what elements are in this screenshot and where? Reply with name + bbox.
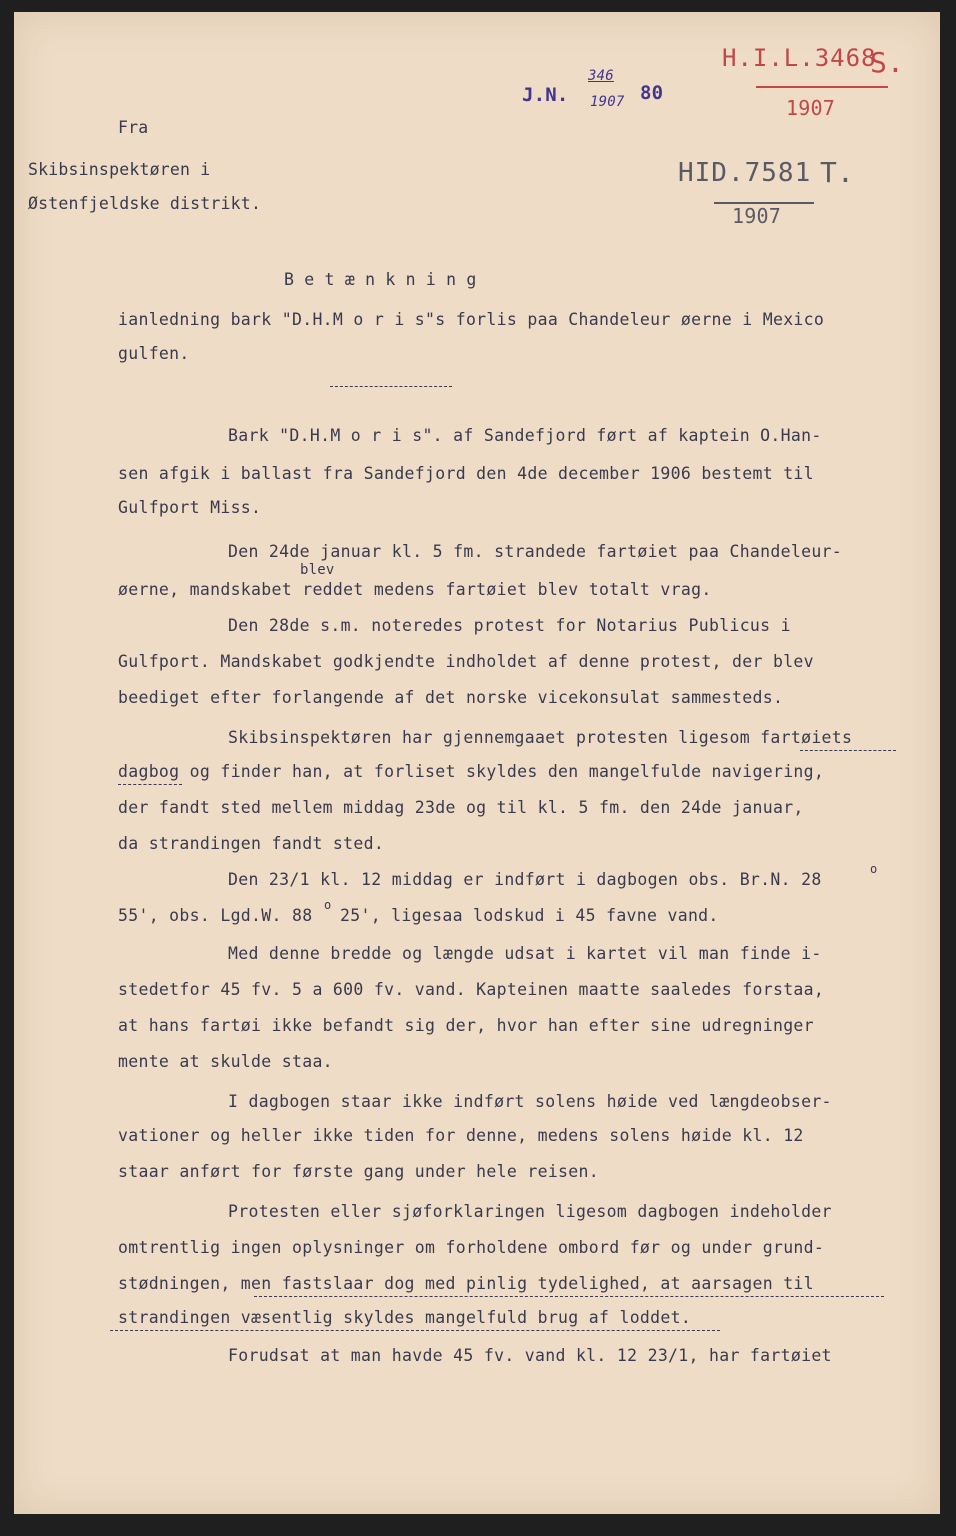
body-line: sen afgik i ballast fra Sandefjord den 4de december 1906 bestemt til — [118, 464, 814, 483]
body-line: at hans fartøi ikke befandt sig der, hvor han efter sine udregninger — [118, 1016, 814, 1035]
underline — [110, 1330, 720, 1331]
body-line: stedetfor 45 fv. 5 a 600 fv. vand. Kapteinen maatte saaledes forstaa, — [118, 980, 825, 999]
hil-stamp-rule — [756, 86, 888, 88]
body-line: Gulfport. Mandskabet godkjendte indholdet af denne protest, der blev — [118, 652, 814, 671]
jn-label: J.N. — [522, 84, 569, 106]
document-heading: B e t æ n k n i n g — [284, 270, 477, 289]
body-line: der fandt sted mellem middag 23de og til kl. 5 fm. den 24de januar, — [118, 798, 804, 817]
jn-number-top: 346 — [588, 68, 614, 84]
jn-number-bottom: 1907 — [590, 94, 625, 110]
separator-rule — [330, 386, 452, 387]
sender-line-1: Fra — [118, 118, 149, 137]
body-line: staar anført for første gang under hele reisen. — [118, 1162, 599, 1181]
body-line: da strandingen fandt sted. — [118, 834, 385, 853]
body-line: Protesten eller sjøforklaringen ligesom dagbogen indeholder — [228, 1202, 832, 1221]
body-line: Den 28de s.m. noteredes protest for Notarius Publicus i — [228, 616, 791, 635]
body-line: dagbog og finder han, at forliset skyldes den mangelfulde navigering, — [118, 762, 825, 781]
body-line: I dagbogen staar ikke indført solens høide ved længdeobser- — [228, 1092, 832, 1111]
body-line-tail: 25', ligesaa lodskud i 45 favne vand. — [340, 906, 719, 925]
body-line: strandingen væsentlig skyldes mangelfuld brug af loddet. — [118, 1308, 692, 1327]
jn-suffix: 80 — [640, 82, 664, 104]
hid-year: 1907 — [732, 204, 781, 228]
body-line: vationer og heller ikke tiden for denne, medens solens høide kl. 12 — [118, 1126, 804, 1145]
hil-year: 1907 — [786, 96, 835, 120]
body-line: omtrentlig ingen oplysninger om forholdene ombord før og under grund- — [118, 1238, 825, 1257]
body-line: Den 23/1 kl. 12 middag er indført i dagbogen obs. Br.N. 28 — [228, 870, 822, 889]
body-line: Bark "D.H.M o r i s". af Sandefjord ført af kaptein O.Han- — [228, 426, 822, 445]
body-line: mente at skulde staa. — [118, 1052, 333, 1071]
insertion-blev: blev — [300, 562, 335, 578]
hil-stamp: H.I.L.3468 — [722, 44, 877, 72]
body-line: stødningen, men fastslaar dog med pinlig tydelighed, at aarsagen til — [118, 1274, 814, 1293]
subject-line-1: ianledning bark "D.H.M o r i s"s forlis paa Chandeleur øerne i Mexico — [118, 310, 825, 329]
underline — [254, 1296, 884, 1297]
hid-suffix: T. — [820, 156, 855, 189]
body-line: Med denne bredde og længde udsat i kartet vil man finde i- — [228, 944, 822, 963]
body-line: Den 24de januar kl. 5 fm. strandede fartøiet paa Chandeleur- — [228, 542, 843, 561]
sender-line-2: Skibsinspektøren i — [28, 160, 211, 179]
subject-line-2: gulfen. — [118, 344, 190, 363]
body-line: beediget efter forlangende af det norske vicekonsulat sammesteds. — [118, 688, 784, 707]
body-line: Skibsinspektøren har gjennemgaaet protesten ligesom fartøiets — [228, 728, 853, 747]
body-line: 55', obs. Lgd.W. 88 — [118, 906, 313, 925]
degree-symbol: o — [870, 862, 878, 876]
body-line: Forudsat at man havde 45 fv. vand kl. 12 23/1, har fartøiet — [228, 1346, 832, 1365]
document-page — [14, 12, 940, 1514]
body-line: øerne, mandskabet reddet medens fartøiet blev totalt vrag. — [118, 580, 712, 599]
underline — [800, 750, 896, 751]
sender-line-3: Østenfjeldske distrikt. — [28, 194, 262, 213]
degree-symbol: o — [324, 898, 332, 912]
underline — [118, 784, 182, 785]
body-line: Gulfport Miss. — [118, 498, 262, 517]
hil-suffix: S. — [870, 46, 905, 79]
hid-stamp: HID.7581 — [678, 158, 812, 188]
